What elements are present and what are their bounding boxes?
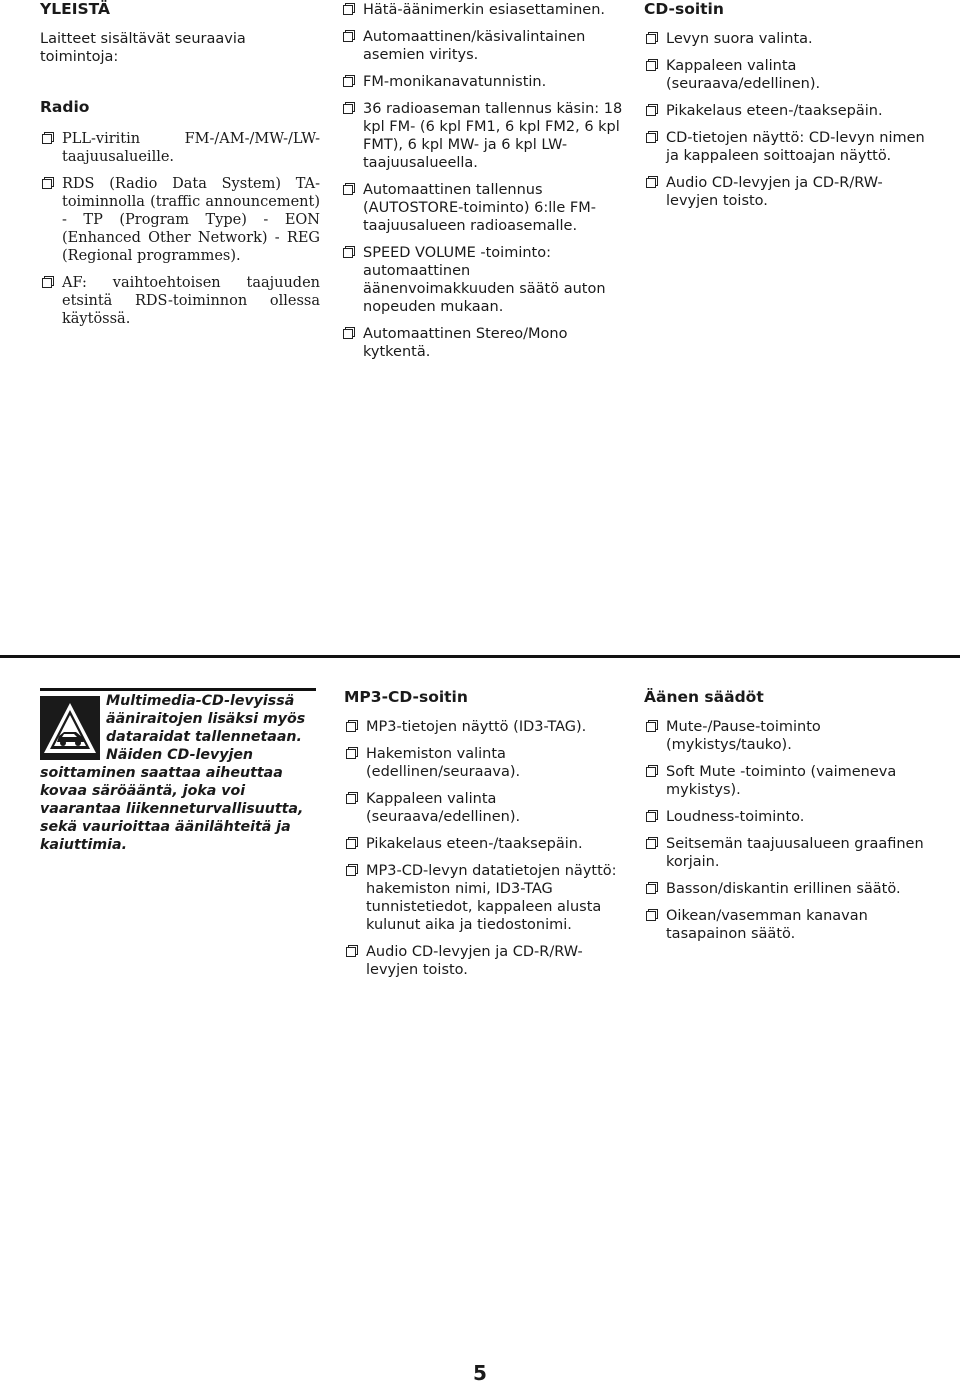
checkbox-bullet-icon	[346, 749, 356, 759]
list-item: PLL-viritin FM-/AM-/MW-/LW- taajuusalueille.	[40, 130, 320, 166]
warning-triangle-car-icon	[40, 696, 100, 760]
list-item: AF: vaihtoehtoisen taajuuden etsintä RDS-toiminnon ollessa käytössä.	[40, 274, 320, 328]
list-item: CD-tietojen näyttö: CD-levyn nimen ja kappaleen soittoajan näyttö.	[644, 129, 926, 165]
radio-feature-list	[40, 130, 320, 328]
list-item: Kappaleen valinta (seuraava/edellinen).	[344, 790, 626, 826]
checkbox-bullet-icon	[343, 185, 353, 195]
warning-note	[40, 688, 316, 854]
list-item: Audio CD-levyjen ja CD-R/RW-levyjen toisto.	[344, 943, 626, 979]
list-item: Automaattinen tallennus (AUTOSTORE-toiminto) 6:lle FM-taajuusalueen radioasemalle.	[341, 181, 623, 235]
checkbox-bullet-icon	[646, 767, 656, 777]
list-item: MP3-CD-levyn datatietojen näyttö: hakemiston nimi, ID3-TAG tunnistetiedot, kappaleen alusta kulunut aika ja tiedostonimi.	[344, 862, 626, 934]
list-item: Seitsemän taajuusalueen graafinen korjain.	[644, 835, 926, 871]
list-item: RDS (Radio Data System) TA-toiminnolla (traffic announcement) - TP (Program Type) - EON (Enhanced Other Network) - REG (Regional programmes).	[40, 175, 320, 265]
list-item: Hätä-äänimerkin esiasettaminen.	[341, 1, 623, 19]
column-radio-more	[341, 0, 623, 361]
section-title-general: YLEISTÄ	[40, 0, 110, 18]
checkbox-bullet-icon	[646, 839, 656, 849]
list-item: Automaattinen Stereo/Mono kytkentä.	[341, 325, 623, 361]
checkbox-bullet-icon	[343, 5, 353, 15]
checkbox-bullet-icon	[646, 61, 656, 71]
checkbox-bullet-icon	[646, 884, 656, 894]
list-item: Pikakelaus eteen-/taaksepäin.	[344, 835, 626, 853]
column-mp3	[344, 688, 626, 979]
checkbox-bullet-icon	[646, 911, 656, 921]
list-item: Automaattinen/käsivalintainen asemien viritys.	[341, 28, 623, 64]
warning-top-rule	[40, 688, 316, 691]
checkbox-bullet-icon	[343, 329, 353, 339]
checkbox-bullet-icon	[346, 866, 356, 876]
checkbox-bullet-icon	[646, 722, 656, 732]
page-number: 5	[473, 1361, 487, 1385]
mp3-feature-list	[344, 718, 626, 979]
cd-feature-list	[644, 30, 926, 210]
list-item: 36 radioaseman tallennus käsin: 18 kpl FM- (6 kpl FM1, 6 kpl FM2, 6 kpl FMT), 6 kpl MW- ja 6 kpl LW-taajuusalueella.	[341, 100, 623, 172]
list-item: Loudness-toiminto.	[644, 808, 926, 826]
list-item: FM-monikanavatunnistin.	[341, 73, 623, 91]
section-title-mp3: MP3-CD-soitin	[344, 688, 468, 706]
checkbox-bullet-icon	[646, 178, 656, 188]
list-item: Hakemiston valinta (edellinen/seuraava).	[344, 745, 626, 781]
list-item: Mute-/Pause-toiminto (mykistys/tauko).	[644, 718, 926, 754]
list-item: Soft Mute -toiminto (vaimeneva mykistys).	[644, 763, 926, 799]
list-item: Pikakelaus eteen-/taaksepäin.	[644, 102, 926, 120]
list-item: MP3-tietojen näyttö (ID3-TAG).	[344, 718, 626, 736]
warning-text: Multimedia-CD-levyissä ääniraitojen lisäksi myös dataraidat tallennetaan. Näiden CD-levyjen soittaminen saattaa aiheuttaa kovaa säröääntä, joka voi vaarantaa liikenneturvallisuutta, sekä vaurioittaa äänilähteitä ja kaiuttimia.	[40, 693, 306, 853]
checkbox-bullet-icon	[42, 179, 52, 189]
checkbox-bullet-icon	[42, 134, 52, 144]
column-general	[40, 0, 320, 328]
checkbox-bullet-icon	[346, 722, 356, 732]
section-divider	[0, 655, 960, 658]
checkbox-bullet-icon	[646, 812, 656, 822]
sound-feature-list	[644, 718, 926, 943]
column-sound	[644, 688, 926, 943]
list-item: Oikean/vasemman kanavan tasapainon säätö.	[644, 907, 926, 943]
list-item: Audio CD-levyjen ja CD-R/RW-levyjen toisto.	[644, 174, 926, 210]
checkbox-bullet-icon	[346, 839, 356, 849]
list-item: Kappaleen valinta (seuraava/edellinen).	[644, 57, 926, 93]
checkbox-bullet-icon	[343, 104, 353, 114]
list-item: Basson/diskantin erillinen säätö.	[644, 880, 926, 898]
checkbox-bullet-icon	[343, 248, 353, 258]
checkbox-bullet-icon	[346, 794, 356, 804]
checkbox-bullet-icon	[343, 32, 353, 42]
checkbox-bullet-icon	[646, 34, 656, 44]
intro-text: Laitteet sisältävät seuraavia toimintoja:	[40, 31, 246, 65]
checkbox-bullet-icon	[346, 947, 356, 957]
section-title-sound: Äänen säädöt	[644, 688, 764, 706]
checkbox-bullet-icon	[343, 77, 353, 87]
column-cd	[644, 0, 926, 210]
checkbox-bullet-icon	[646, 106, 656, 116]
checkbox-bullet-icon	[42, 278, 52, 288]
list-item: SPEED VOLUME -toiminto: automaattinen äänenvoimakkuuden säätö auton nopeuden mukaan.	[341, 244, 623, 316]
list-item: Levyn suora valinta.	[644, 30, 926, 48]
checkbox-bullet-icon	[646, 133, 656, 143]
section-title-radio: Radio	[40, 98, 90, 116]
radio-more-list	[341, 1, 623, 361]
section-title-cd: CD-soitin	[644, 0, 724, 18]
